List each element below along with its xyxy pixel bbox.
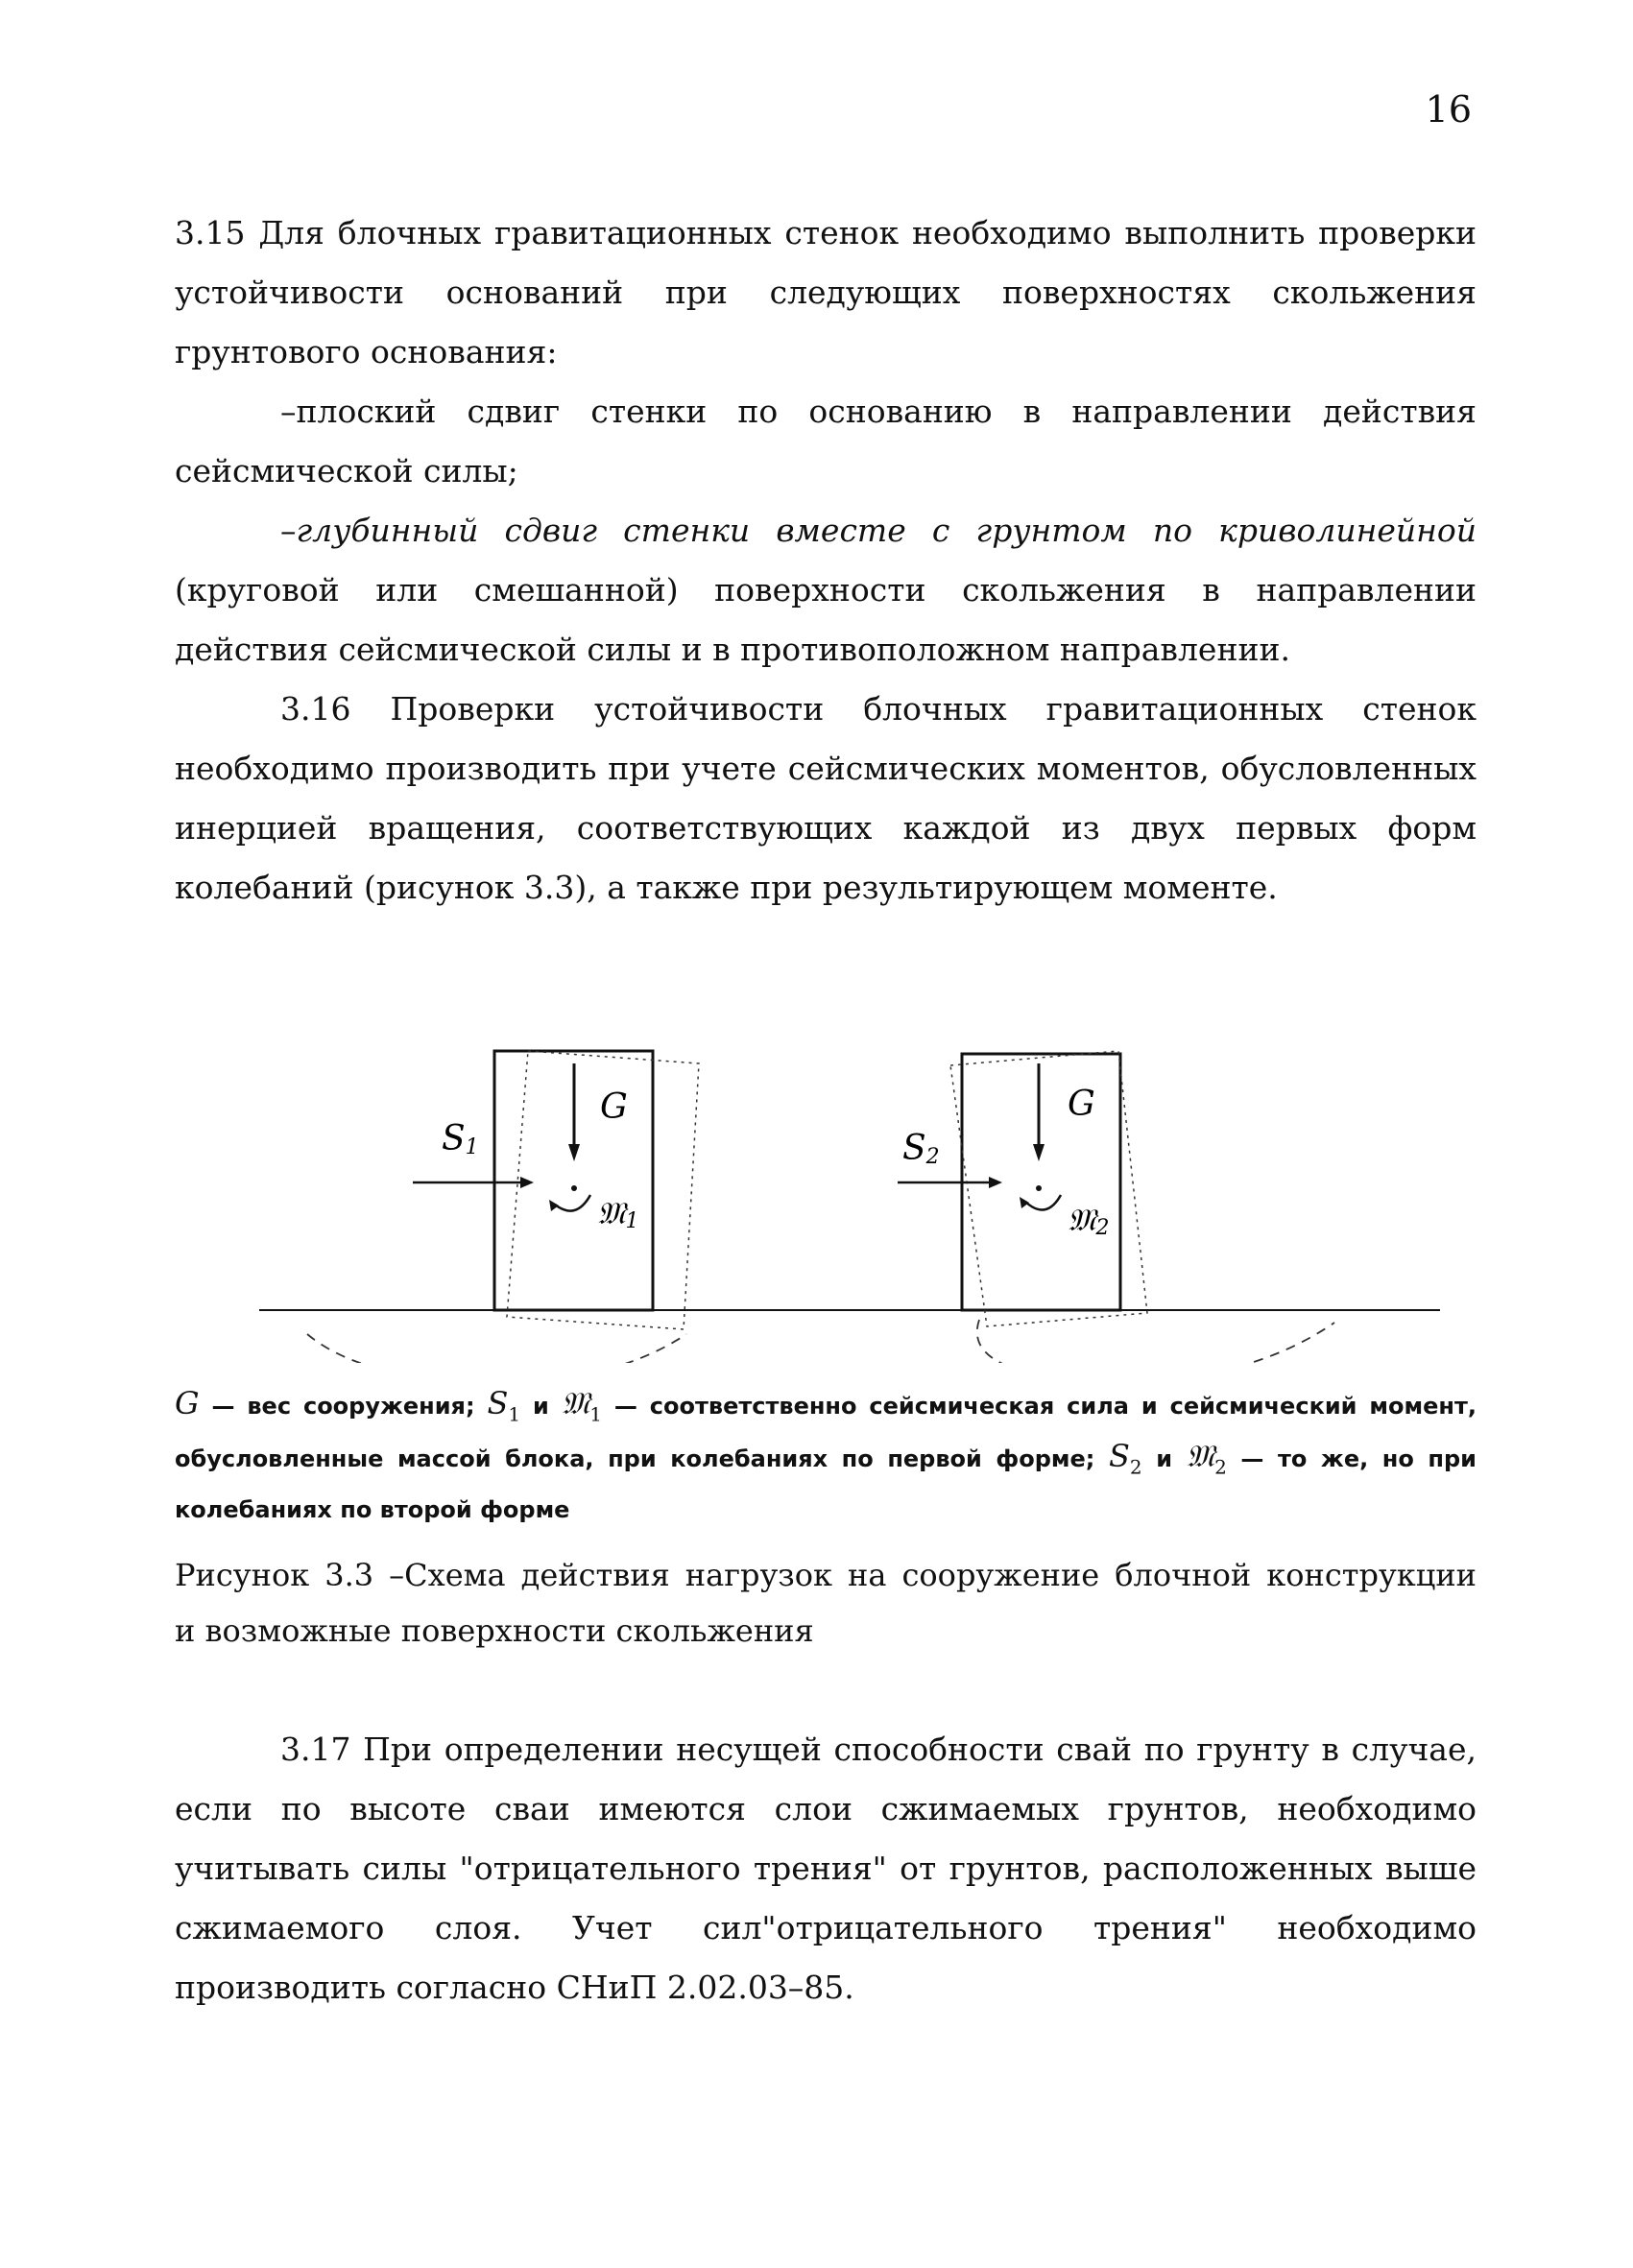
left-S-label: S1 bbox=[442, 1119, 479, 1159]
left-block-group bbox=[307, 1051, 699, 1363]
legend-text-1: — вес сооружения; bbox=[211, 1393, 475, 1420]
paragraph-3-15-intro: 3.15 Для блочных гравитационных стенок необходимо выполнить проверки устойчивости оснований при следующих поверхностях скольжения грунтового основания: bbox=[175, 214, 1477, 370]
left-moment-arrow bbox=[555, 1195, 590, 1211]
list-item-flat-shear: –плоский сдвиг стенки по основанию в направлении действия сейсмической силы; bbox=[175, 393, 1477, 489]
legend-text-2: — соответственно сейсмическая сила и сейсмический момент, обусловленные массой блока, при колебаниях по первой форме; bbox=[175, 1393, 1477, 1473]
figure-3-3 bbox=[250, 1017, 1459, 1363]
deep-shear-italic: –глубинный сдвиг стенки вместе с грунтом по криволинейной bbox=[280, 512, 1477, 549]
legend-G: G bbox=[175, 1385, 200, 1421]
legend-S2: $S_2$ bbox=[1108, 1438, 1142, 1479]
legend-S1: $S_1$ bbox=[487, 1385, 521, 1426]
list-item-deep-shear bbox=[175, 501, 1477, 680]
right-block-rotated bbox=[950, 1051, 1147, 1326]
loads-diagram bbox=[250, 1017, 1459, 1363]
right-moment-arrow bbox=[1025, 1195, 1061, 1210]
caption-line-2: и возможные поверхности скольжения bbox=[175, 1612, 814, 1649]
right-M-label: 𝔐2 bbox=[1068, 1202, 1110, 1240]
right-G-label: G bbox=[1068, 1085, 1095, 1124]
legend-M2: 𝔐$_2$ bbox=[1186, 1438, 1227, 1479]
right-S-label: S2 bbox=[902, 1129, 940, 1169]
legend-M1: 𝔐$_1$ bbox=[561, 1385, 602, 1426]
left-rotation-center bbox=[571, 1185, 577, 1191]
paragraph-3-16: 3.16 Проверки устойчивости блочных гравитационных стенок необходимо производить при учете сейсмических моментов, обусловленных инерцией вращения, соответствующих каждой из двух первых форм колебаний (рисунок 3.3), а также при результирующем моменте. bbox=[175, 690, 1477, 906]
right-slip-surface bbox=[977, 1320, 1334, 1363]
page-number: 16 bbox=[1425, 88, 1472, 131]
deep-shear-rest: (круговой или смешанной) поверхности скольжения в направлении действия сейсмической силы и в противоположном направлении. bbox=[175, 571, 1477, 668]
left-M-label: 𝔐1 bbox=[597, 1195, 639, 1233]
legend-and-2: и bbox=[1156, 1445, 1173, 1473]
figure-caption bbox=[175, 1547, 1477, 1659]
legend-and-1: и bbox=[533, 1393, 549, 1420]
legend-text-3: — то же, но при колебаниях по второй форме bbox=[175, 1445, 1477, 1523]
right-block-group bbox=[898, 1051, 1334, 1363]
paragraph-3-17: 3.17 При определении несущей способности свай по грунту в случае, если по высоте сваи имеются слои сжимаемых грунтов, необходимо учитывать силы "отрицательного трения" от грунтов, расположенных выше сжимаемого слоя. Учет сил"отрицательного трения" необходимо производить согласно СНиП 2.02.03–85. bbox=[175, 1731, 1477, 2006]
caption-line-1: Рисунок 3.3 –Схема действия нагрузок на сооружение блочной конструкции bbox=[175, 1557, 1477, 1593]
right-rotation-center bbox=[1036, 1185, 1042, 1191]
left-G-label: G bbox=[600, 1087, 628, 1127]
left-slip-surface bbox=[307, 1334, 686, 1363]
figure-legend bbox=[175, 1382, 1477, 1531]
